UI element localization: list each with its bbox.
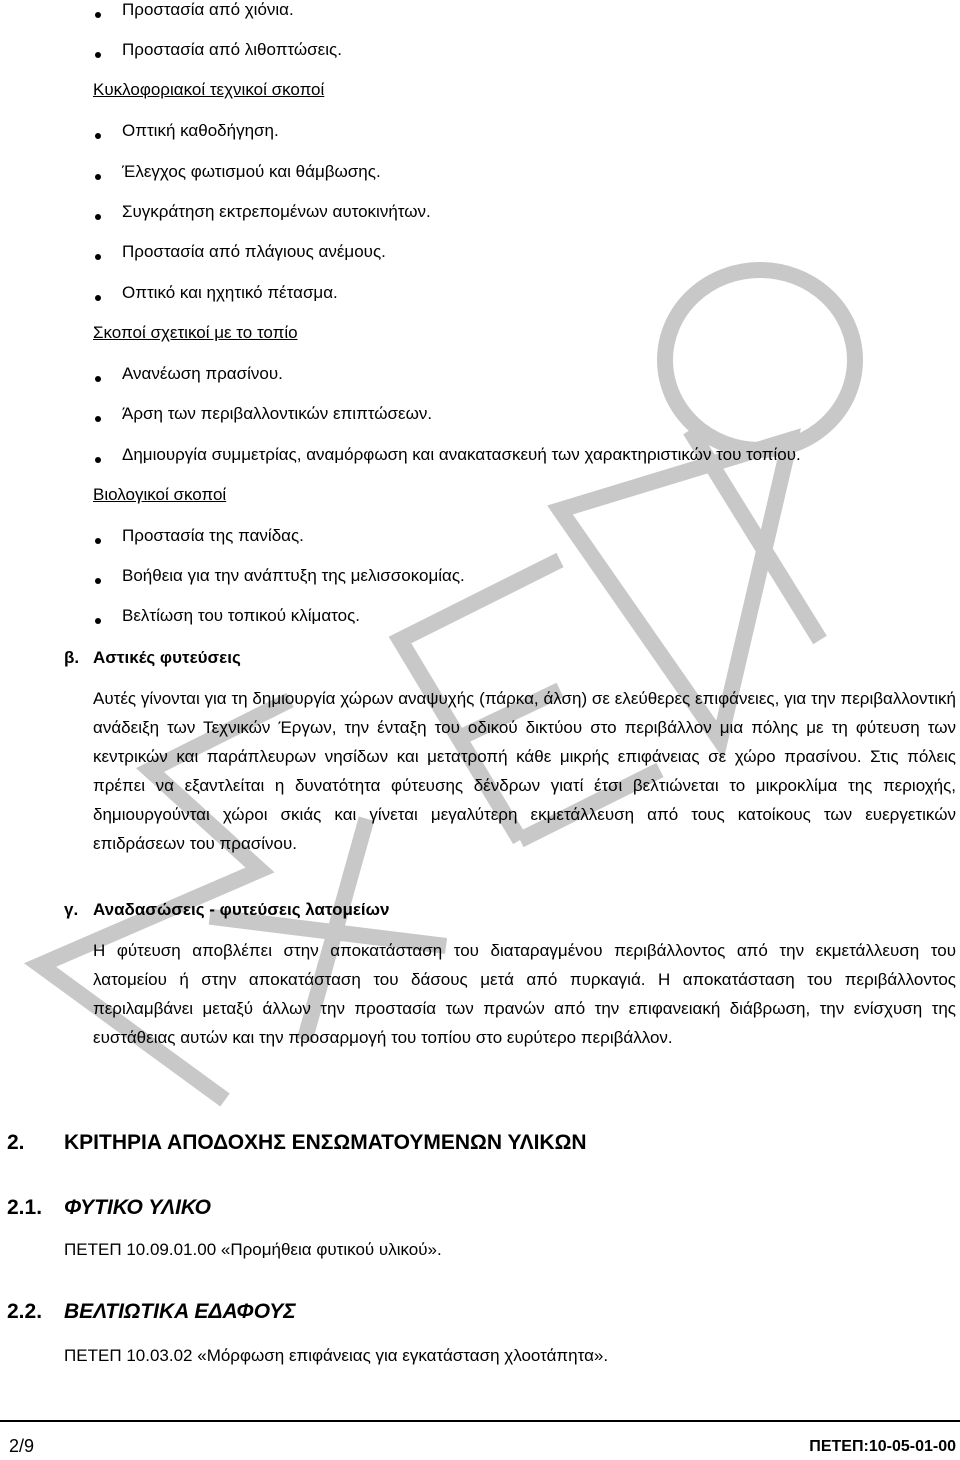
subheading-landscape: Σκοποί σχετικοί με το τοπίο (93, 323, 298, 342)
list-item: Άρση των περιβαλλοντικών επιπτώσεων. (122, 404, 433, 423)
section-c-paragraph: Η φύτευση αποβλέπει στην αποκατάσταση του διαταραγμένου περιβάλλοντος από την εκμετάλλευση του λατομείου ή στην αποκατάσταση του δάσους μετά από πυρκαγιά. Η αποκατάσταση του περιβάλλοντος περιλαμβάνει μεταξύ άλλων την προστασία των πρανών από την επιφανειακή διάβρωση, την ενίσχυση της ευστάθειας αυτών και την προσαρμογή του τοπίου στο ευρύτερο περιβάλλον. (93, 941, 956, 1047)
section-c-marker: γ. (64, 900, 79, 919)
list-item: Ανανέωση πρασίνου. (122, 364, 283, 383)
list-bullet (95, 174, 101, 180)
list-item: Οπτική καθοδήγηση. (122, 121, 279, 140)
list-bullet (95, 12, 101, 18)
list-item: Προστασία από λιθοπτώσεις. (122, 40, 342, 59)
list-item: Προστασία από χιόνια. (122, 0, 294, 19)
footer-rule (0, 1420, 960, 1422)
section-b-title: Αστικές φυτεύσεις (93, 648, 241, 667)
section-2-1-title: ΦΥΤΙΚΟ ΥΛΙΚΟ (64, 1196, 211, 1219)
section-2-2-title: ΒΕΛΤΙΩΤΙΚΑ ΕΔΑΦΟΥΣ (64, 1300, 296, 1323)
section-b-marker: β. (64, 648, 80, 667)
page-number: 2/9 (9, 1436, 35, 1456)
list-bullet (95, 618, 101, 624)
list-bullet (95, 254, 101, 260)
list-item: Δημιουργία συμμετρίας, αναμόρφωση και ανακατασκευή των χαρακτηριστικών του τοπίου. (122, 445, 801, 464)
list-bullet (95, 52, 101, 58)
section-2-title: ΚΡΙΤΗΡΙΑ ΑΠΟΔΟΧΗΣ ΕΝΣΩΜΑΤΟΥΜΕΝΩΝ ΥΛΙΚΩΝ (64, 1131, 587, 1154)
list-item: Βοήθεια για την ανάπτυξη της μελισσοκομίας. (122, 566, 465, 585)
list-item: Οπτικό και ηχητικό πέτασμα. (122, 283, 338, 302)
subheading-biological: Βιολογικοί σκοποί (93, 485, 227, 504)
section-2-2-number: 2.2. (7, 1300, 43, 1323)
list-bullet (95, 457, 101, 463)
section-b-paragraph: Αυτές γίνονται για τη δημιουργία χώρων αναψυχής (πάρκα, άλση) σε ελεύθερες επιφάνειες, για την περιβαλλοντική ανάδειξη των Τεχνικών Έργων, την ένταξη του οδικού δικτύου στο περιβάλλον μια πόλης με τη φύτευση των κεντρικών και παράπλευρων νησίδων και μετατροπή κάθε μικρής επιφάνειας σε χώρο πρασίνου. Στις πόλεις πρέπει να εξαντλείται η δυνατότητα φύτευσης δένδρων γιατί έτσι βελτιώνεται το μικροκλίμα της περιοχής, δημιουργούνται χώροι σκιάς και γίνεται μεγαλύτερη εκμετάλλευση από τους κατοίκους των ευεργετικών επιδράσεων του πρασίνου. (93, 689, 956, 853)
list-item: Βελτίωση του τοπικού κλίματος. (122, 606, 361, 625)
list-bullet (95, 133, 101, 139)
document-code: ΠΕΤΕΠ:10-05-01-00 (809, 1438, 956, 1455)
section-c-title: Αναδασώσεις - φυτεύσεις λατομείων (93, 900, 390, 919)
section-2-2-text: ΠΕΤΕΠ 10.03.02 «Μόρφωση επιφάνειας για εγκατάσταση χλοοτάπητα». (64, 1346, 609, 1365)
list-bullet (95, 578, 101, 584)
list-item: Προστασία από πλάγιους ανέμους. (122, 242, 386, 261)
section-2-1-number: 2.1. (7, 1196, 43, 1219)
list-item: Προστασία της πανίδας. (122, 526, 304, 545)
section-2-1-text: ΠΕΤΕΠ 10.09.01.00 «Προμήθεια φυτικού υλικού». (64, 1240, 442, 1259)
list-bullet (95, 416, 101, 422)
section-2-number: 2. (7, 1131, 25, 1154)
list-bullet (95, 376, 101, 382)
list-item: Έλεγχος φωτισμού και θάμβωσης. (122, 162, 381, 181)
list-bullet (95, 295, 101, 301)
list-bullet (95, 538, 101, 544)
subheading-traffic: Κυκλοφοριακοί τεχνικοί σκοποί (93, 80, 325, 99)
list-bullet (95, 214, 101, 220)
list-item: Συγκράτηση εκτρεπομένων αυτοκινήτων. (122, 202, 431, 221)
